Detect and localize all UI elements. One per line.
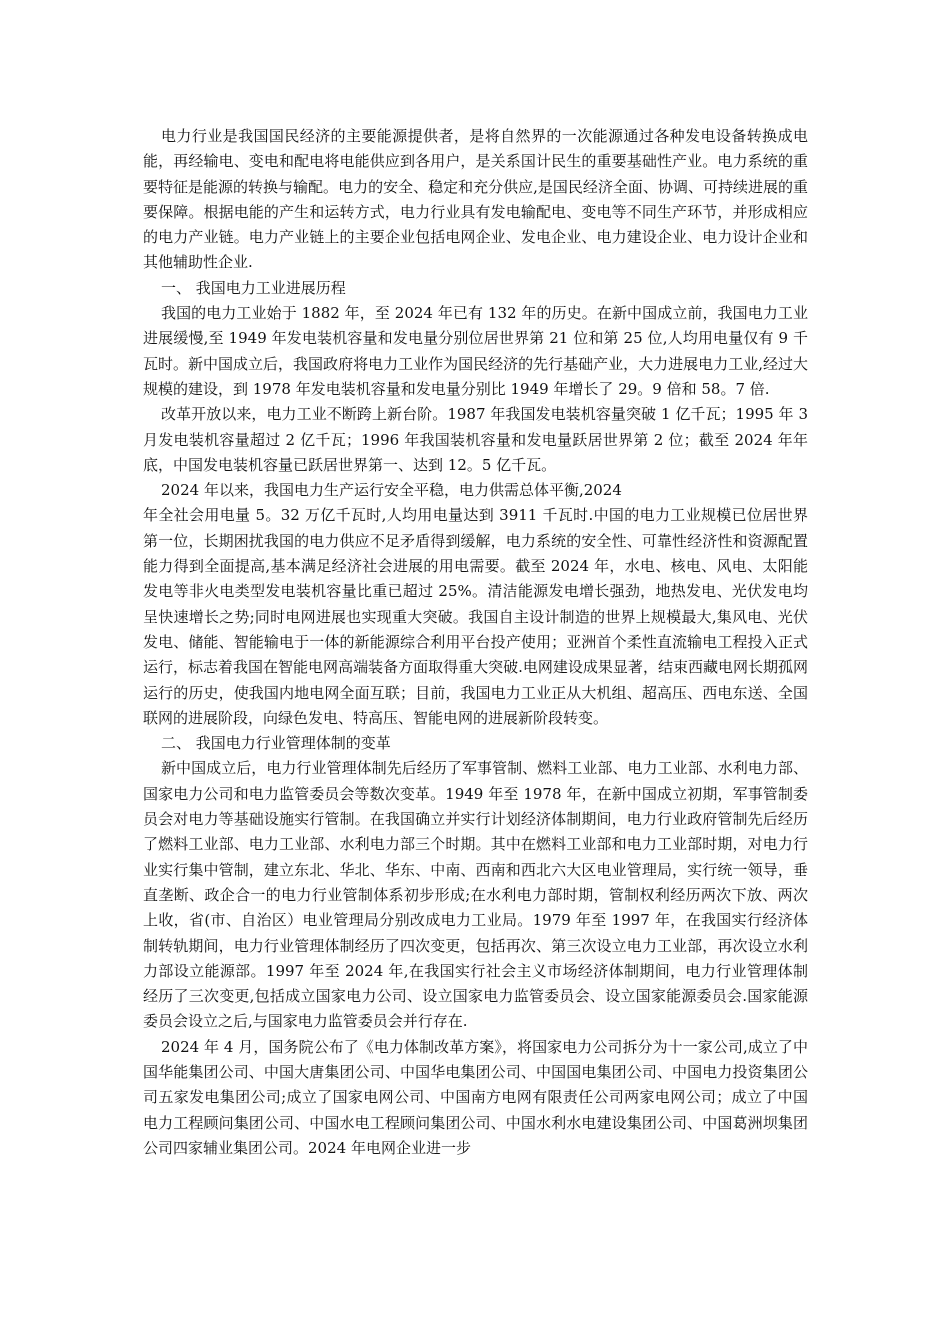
paragraph-management-1: 新中国成立后，电力行业管理体制先后经历了军事管制、燃料工业部、电力工业部、水利电力部、国家电力公司和电力监管委员会等数次变革。1949 年至 1978 年，在新中国成立初期，军事管制委员会对电力等基础设施实行管制。在我国确立并实行计划经济体制期间，电力行业政府管制先后经历了燃料工业部、电力工业部、水利电力部三个时期。其中在燃料工业部和电力工业部时期，对电力行业实行集中管制，建立东北、华北、华东、中南、西南和西北六大区电业管理局，实行统一领导，垂直垄断、政企合一的电力行业管制体系初步形成;在水利电力部时期，管制权利经历两次下放、两次上收，省(市、自治区）电业管理局分别改成电力工业局。1979 年至 1997 年，在我国实行经济体制转轨期间，电力行业管理体制经历了四次变更，包括再次、第三次设立电力工业部，再次设立水利力部设立能源部。1997 年至 2024 年,在我国实行社会主义市场经济体制期间，电力行业管理体制经历了三次变更,包括成立国家电力公司、设立国家电力监管委员会、设立国家能源委员会.国家能源委员会设立之后,与国家电力监管委员会并行存在.: [143, 759, 808, 1031]
paragraph-history-3: [143, 478, 808, 731]
paragraph-intro: 电力行业是我国国民经济的主要能源提供者，是将自然界的一次能源通过各种发电设备转换成电能，再经输电、变电和配电将电能供应到各用户，是关系国计民生的重要基础性产业。电力系统的重要特征是能源的转换与输配。电力的安全、稳定和充分供应,是国民经济全面、协调、可持续进展的重要保障。根据电能的产生和运转方式，电力行业具有发电输配电、变电等不同生产环节，并形成相应的电力产业链。电力产业链上的主要企业包括电网企业、发电企业、电力建设企业、电力设计企业和其他辅助性企业.: [143, 127, 808, 272]
paragraph-history-3-body: 年全社会用电量 5。32 万亿千瓦时,人均用电量达到 3911 千瓦时.中国的电力工业规模已位居世界第一位，长期困扰我国的电力供应不足矛盾得到缓解，电力系统的安全性、可靠性经济性和资源配置能力得到全面提高,基本满足经济社会进展的用电需要。截至 2024 年，水电、核电、风电、太阳能发电等非火电类型发电装机容量比重已超过 25%。清洁能源发电增长强劲，地热发电、光伏发电均呈快速增长之势;同时电网进展也实现重大突破。我国自主设计制造的世界上规模最大,集风电、光伏发电、储能、智能输电于一体的新能源综合利用平台投产使用；亚洲首个柔性直流输电工程投入正式运行，标志着我国在智能电网高端装备方面取得重大突破.电网建设成果显著，结束西藏电网长期孤网运行的历史，使我国内地电网全面互联；目前，我国电力工业正从大机组、超高压、西电东送、全国联网的进展阶段，向绿色发电、特高压、智能电网的进展新阶段转变。: [143, 506, 808, 727]
paragraph-management-2: 2024 年 4 月，国务院公布了《电力体制改革方案》，将国家电力公司拆分为十一家公司,成立了中国华能集团公司、中国大唐集团公司、中国华电集团公司、中国国电集团公司、中国电力投资集团公司五家发电集团公司;成立了国家电网公司、中国南方电网有限责任公司两家电网公司；成立了中国电力工程顾问集团公司、中国水电工程顾问集团公司、中国水利水电建设集团公司、中国葛洲坝集团公司四家辅业集团公司。2024 年电网企业进一步: [143, 1037, 808, 1157]
paragraph-history-3-first-line: 2024 年以来，我国电力生产运行安全平稳，电力供需总体平衡,2024: [161, 481, 622, 500]
paragraph-history-2: 改革开放以来，电力工业不断跨上新台阶。1987 年我国发电装机容量突破 1 亿千瓦；1995 年 3 月发电装机容量超过 2 亿千瓦；1996 年我国装机容量和发电量跃居世界第 2 位；截至 2024 年年底，中国发电装机容量已跃居世界第一、达到 12。5 亿千瓦。: [143, 405, 808, 474]
paragraph-history-1: 我国的电力工业始于 1882 年，至 2024 年已有 132 年的历史。在新中国成立前，我国电力工业进展缓慢,至 1949 年发电装机容量和发电量分别位居世界第 21 位和第 25 位,人均用电量仅有 9 千瓦时。新中国成立后，我国政府将电力工业作为国民经济的先行基础产业，大力进展电力工业,经过大规模的建设，到 1978 年发电装机容量和发电量分别比 1949 年增长了 29。9 倍和 58。7 倍.: [143, 304, 808, 398]
document-page: [143, 124, 808, 1161]
section-heading-1: 一、 我国电力工业进展历程: [161, 278, 346, 297]
section-heading-2: 二、 我国电力行业管理体制的变革: [161, 734, 391, 753]
